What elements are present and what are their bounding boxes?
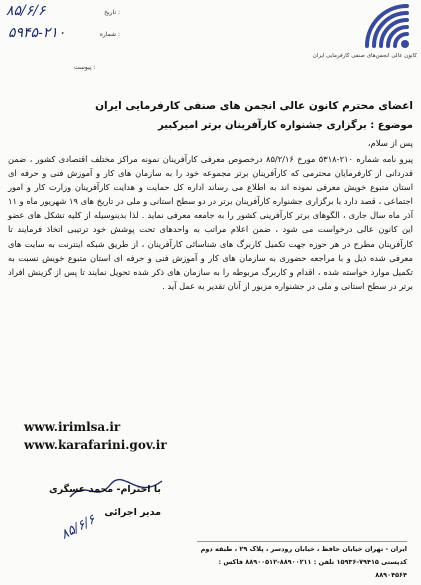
signature-closing: با احترام- محمد عسگری [49,484,161,495]
addressee: اعضای محترم کانون عالی انجمن های صنفی کارفرمایی ایران [95,100,413,112]
subject-line: موضوع : برگزاری جشنواره کارآفرینان برتر امیرکبیر [157,120,413,131]
attachment-label: پیوست : [74,64,96,71]
date-label: تاریخ : [104,9,120,16]
letter-meta [4,2,124,46]
wifi-arc-logo-icon [361,2,413,52]
footer-address: ایران - تهران خیابان حافظ ، خیابان رودسر ، پلاک ۲۹ ، طبقه دوم [200,545,407,553]
greeting: پس از سلام، [367,139,413,149]
signature-title: مدیر اجرائی [104,507,161,518]
footer-divider [197,541,407,542]
organization-logo [267,2,417,59]
link-karafarini[interactable]: www.karafarini.gov.ir [24,438,167,452]
date-value: ۸۵/۶/۶ [6,3,46,19]
link-irimlsa[interactable]: www.irimlsa.ir [24,420,121,434]
number-row [4,24,124,46]
letter-body: پیرو نامه شماره ۲۱۰-۵۳۱۸ مورخ ۸۵/۲/۱۶ درخصوص معرفی کارآفرینان نمونه مراکز مختلف اقتصادی کشور ، ضمن قدردانی از کارفرمایان محترمی که کارآفرینان برتر مجموعه خود را به سازمان های کار و آموزش فنی و حرفه ای استان متبوع خویش معرفی نموده اند به اطلاع می رساند اداره کل حمایت و هدایت کارآفرینان وزارت کار و امور اجتماعی ، قصد دارد با برگزاری جشنواره کارآفرینان برتر در دو سطح استانی و ملی در تاریخ های ۱۹ شهریور ماه و ۱۱ آذر ماه سال جاری ، الگوهای برتر کارآفرینی کشور را به جامعه معرفی نماید . لذا بدینوسیله از کلیه تشکل های عضو این کانون عالی درخواست می شود ، ضمن اعلام مراتب به واحدهای تحت پوشش خود ترتیبی اتخاذ فرمایند تا کارآفرینان مطرح در هر حوزه جهت تکمیل کاربرگ های شناسائی کارآفرینان ، از طریق شبکه اینترنت به سایت های معرفی شده ذیل و با مراجعه حضوری به سازمان های کار و آموزش فنی و حرفه ای استان متبوع خویش نسبت به تکمیل موارد خواسته شده ، اقدام و کاربرگ مربوطه را به سازمان های ذکر شده تحویل نمایند تا پس از گزینش افراد برتر در سطح استانی و ملی در جشنواره مزبور از آنان تقدیر به عمل آید . [8,154,414,291]
handwritten-date: ۸۵/۶/۶ [58,512,99,543]
signature-block [46,478,161,524]
number-value: ۵۹۴۵-۲۱۰ [8,25,66,41]
footer-contact: کدپستی ۷۹۴۱۵-۱۵۹۳۶ تلفن : ۸۸۹۰۰۲۱۱-۸۸۹۰۰۵۱۲ فاکس : ۸۸۹۰۴۵۶۴ [218,558,407,579]
number-label: شماره : [99,31,120,38]
letter-footer [197,540,407,582]
date-row [4,2,124,24]
website-links [24,418,167,454]
logo-caption: کانون عالی انجمن‌های صنفی کارفرمایی ایران [312,53,417,59]
